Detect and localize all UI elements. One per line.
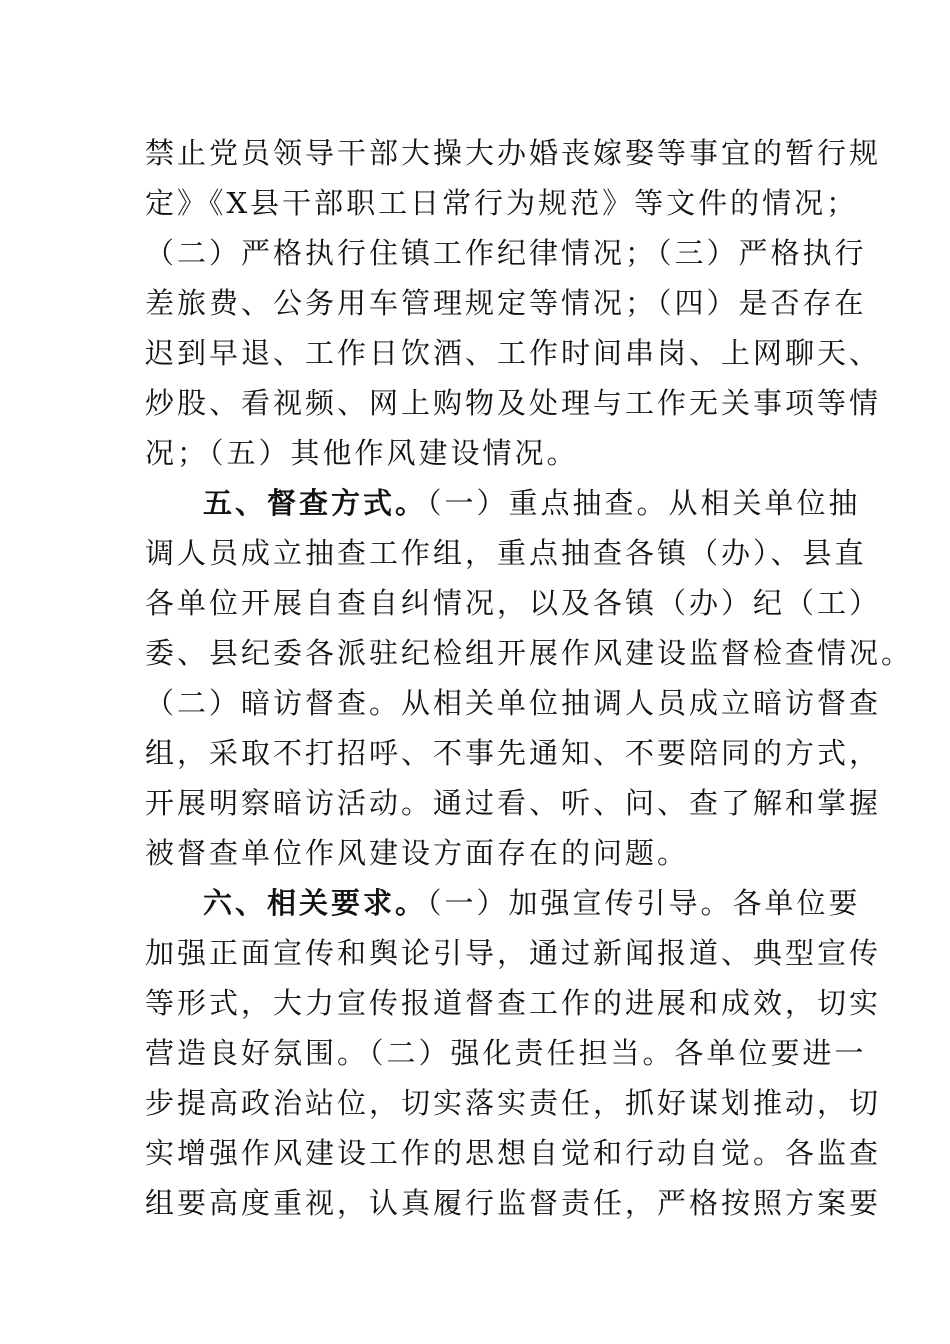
- text-line: 营造良好氛围。（二）强化责任担当。各单位要进一: [145, 1036, 867, 1070]
- text-line: 委、县纪委各派驻纪检组开展作风建设监督检查情况。: [145, 636, 914, 670]
- text-line: 等形式，大力宣传报道督查工作的进展和成效，切实: [145, 986, 882, 1020]
- text-line: 各单位开展自查自纠情况，以及各镇（办）纪（工）: [145, 586, 882, 620]
- text-line: 况；（五）其他作风建设情况。: [145, 436, 579, 470]
- text-line: 组要高度重视，认真履行监督责任，严格按照方案要: [145, 1186, 882, 1220]
- text-line: （二）严格执行住镇工作纪律情况；（三）严格执行: [145, 236, 867, 270]
- text-line: 调人员成立抽查工作组，重点抽查各镇（办）、县直: [145, 536, 867, 570]
- document-body: [145, 128, 914, 1228]
- section-6-first-line-text: （一）加强宣传引导。各单位要: [427, 886, 861, 920]
- section-5-first-line-text: （一）重点抽查。从相关单位抽: [427, 486, 861, 520]
- section-6-first-line: [145, 878, 861, 928]
- text-line: 加强正面宣传和舆论引导，通过新闻报道、典型宣传: [145, 936, 882, 970]
- text-line: 迟到早退、工作日饮酒、工作时间串岗、上网聊天、: [145, 336, 882, 370]
- section-5-first-line: [145, 478, 861, 528]
- text-line: 定》《X县干部职工日常行为规范》等文件的情况；: [145, 186, 859, 220]
- text-line: 组，采取不打招呼、不事先通知、不要陪同的方式，: [145, 736, 882, 770]
- text-line: 开展明察暗访活动。通过看、听、问、查了解和掌握: [145, 786, 882, 820]
- text-line: 炒股、看视频、网上购物及处理与工作无关事项等情: [145, 386, 882, 420]
- text-line: 差旅费、公务用车管理规定等情况；（四）是否存在: [145, 286, 867, 320]
- text-line: 实增强作风建设工作的思想自觉和行动自觉。各监查: [145, 1136, 882, 1170]
- section-6-heading: 六、相关要求。: [203, 886, 428, 920]
- text-line: 步提高政治站位，切实落实责任，抓好谋划推动，切: [145, 1086, 882, 1120]
- text-line: 被督查单位作风建设方面存在的问题。: [145, 836, 690, 870]
- text-line: （二）暗访督查。从相关单位抽调人员成立暗访督查: [145, 686, 882, 720]
- text-line: 禁止党员领导干部大操大办婚丧嫁娶等事宜的暂行规: [145, 136, 882, 170]
- section-5-heading: 五、督查方式。: [203, 486, 428, 520]
